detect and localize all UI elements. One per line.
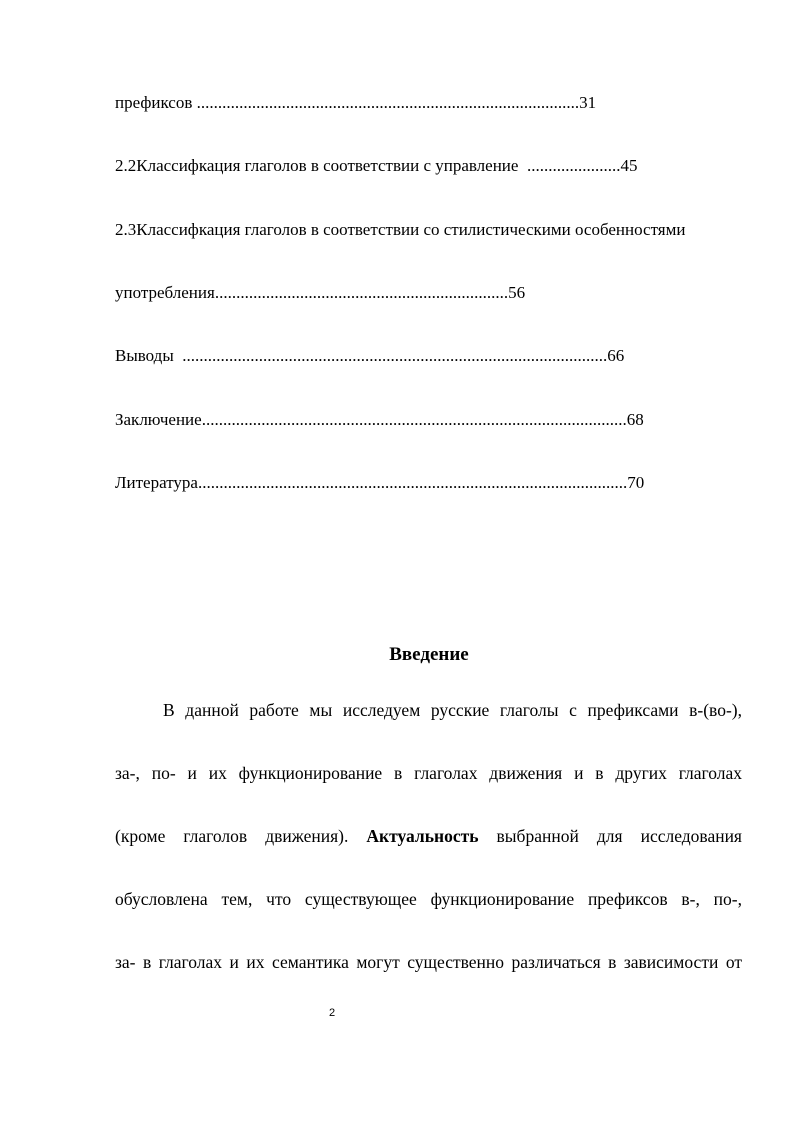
paragraph-line: за- в глаголах и их семантика могут существенно различаться в зависимости от	[115, 952, 742, 972]
paragraph-text: выбранной для исследования	[478, 826, 742, 846]
paragraph-line: за-, по- и их функционирование в глаголах движения и в других глаголах	[115, 763, 742, 783]
section-heading: Введение	[389, 644, 469, 665]
paragraph-text: (кроме глаголов движения).	[115, 826, 367, 846]
toc-entry: 2.2Классифкация глаголов в соответствии с управление ......................45	[115, 156, 638, 175]
toc-entry: 2.3Классифкация глаголов в соответствии со стилистическими особенностями	[115, 220, 686, 239]
toc-entry: употребления.....................................................................56	[115, 283, 526, 302]
paragraph-line	[115, 825, 742, 847]
toc-entry: Заключение....................................................................................................68	[115, 410, 644, 429]
page-number: 2	[329, 1007, 336, 1019]
toc-entry: Литература.....................................................................................................70	[115, 473, 645, 492]
paragraph-line: В данной работе мы исследуем русские глаголы с префиксами в-(во-),	[163, 700, 742, 720]
paragraph-line: обусловлена тем, что существующее функционирование префиксов в-, по-,	[115, 889, 742, 909]
bold-term: Актуальность	[366, 826, 479, 846]
toc-entry: Выводы ....................................................................................................66	[115, 346, 625, 365]
toc-entry: префиксов ..........................................................................................31	[115, 93, 597, 112]
